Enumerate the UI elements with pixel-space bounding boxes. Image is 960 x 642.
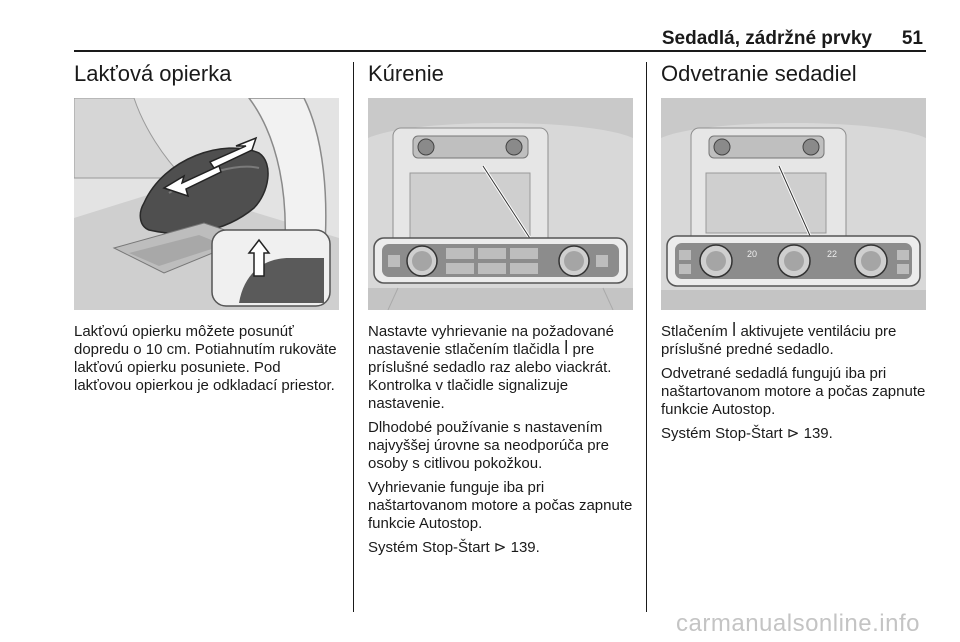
panel-temp-right: 22 — [827, 249, 838, 259]
section-heading: Kúrenie — [368, 61, 444, 86]
paragraph: Odvetrané sedadlá fungujú iba pri naštartovanom motore a počas zapnute funkcie Autostop. — [661, 365, 926, 418]
armrest-illustration — [74, 98, 339, 310]
ventilation-panel-illustration — [661, 98, 926, 310]
cross-reference: Systém Stop-Štart ⊳ 139. — [661, 425, 833, 442]
header-title: Sedadlá, zádržné prvky — [661, 28, 872, 49]
section-body — [368, 323, 633, 557]
column-divider-1 — [353, 62, 354, 612]
paragraph: Dlhodobé používanie s nastavením najvyššej úrovne sa neodporúča pre osoby s citlivou pokožkou. — [368, 419, 609, 472]
section-heading: Lakťová opierka — [74, 61, 232, 86]
section-armrest — [74, 58, 339, 401]
paragraph: Lakťovú opierku môžete posunúť dopredu o 10 cm. Potiahnutím rukoväte lakťovú opierku posuniete. Pod lakťovou opierkou je odkladací priestor. — [74, 323, 337, 394]
section-body — [661, 323, 926, 443]
section-heating — [368, 58, 633, 563]
paragraph: Stlačením ꟾ aktivujete ventiláciu pre príslušné predné sedadlo. — [661, 323, 897, 358]
panel-temp-left: 20 — [747, 249, 758, 259]
watermark: carmanualsonline.info — [676, 610, 920, 637]
section-ventilation — [661, 58, 926, 449]
paragraph: Nastavte vyhrievanie na požadované nastavenie stlačením tlačidla ꟾ pre príslušné sedadlo raz alebo viackrát. Kontrolka v tlačidle signalizuje nastavenie. — [368, 323, 614, 412]
page-number: 51 — [901, 28, 923, 49]
section-body — [74, 323, 339, 395]
section-heading: Odvetranie sedadiel — [661, 61, 857, 86]
paragraph: Vyhrievanie funguje iba pri naštartovanom motore a počas zapnute funkcie Autostop. — [368, 479, 633, 532]
column-divider-2 — [646, 62, 647, 612]
heating-panel-illustration — [368, 98, 633, 310]
header-rule — [74, 50, 926, 52]
cross-reference: Systém Stop-Štart ⊳ 139. — [368, 539, 540, 556]
